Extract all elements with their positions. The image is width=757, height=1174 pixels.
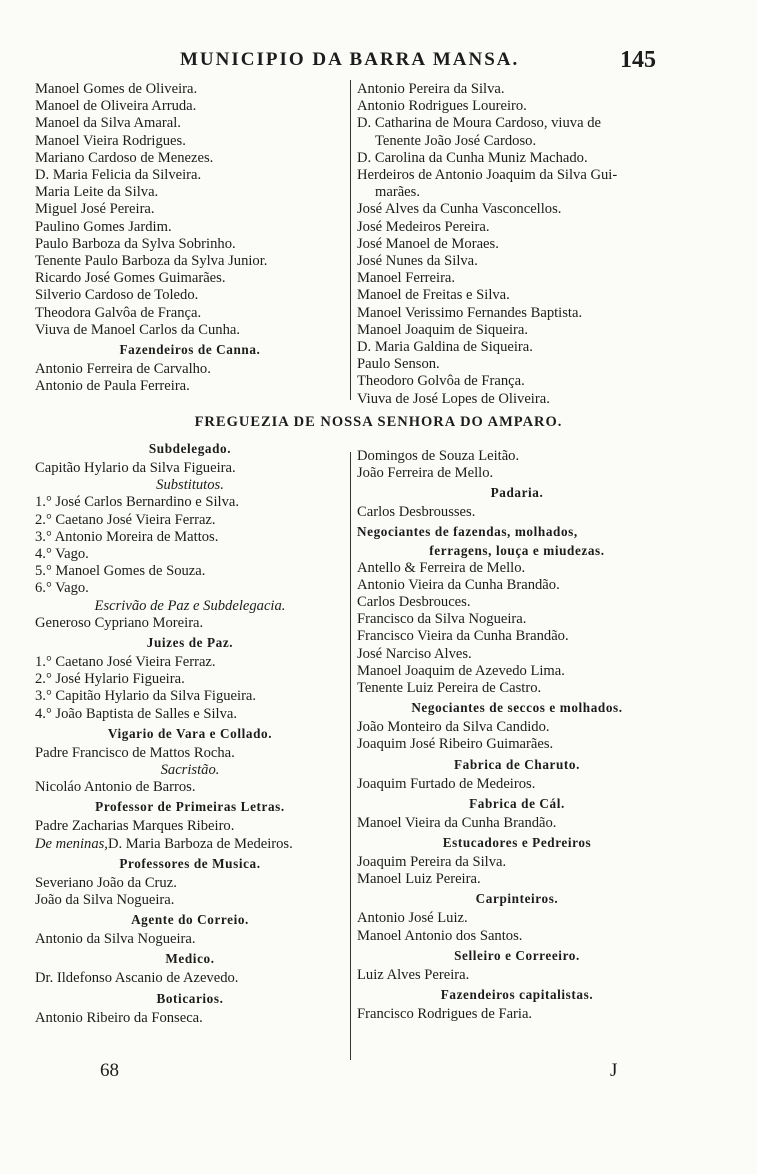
section-heading-estucadores: Estucadores e Pedreiros — [442, 835, 592, 851]
list-item: José Manoel de Moraes. — [357, 235, 499, 252]
list-item: Carlos Desbrousses. — [357, 504, 476, 521]
section-heading-professor: Professor de Primeiras Letras. — [95, 799, 285, 815]
list-item: Joaquim Furtado de Medeiros. — [357, 775, 536, 792]
list-item: Antonio da Silva Nogueira. — [35, 931, 196, 948]
list-item: Manoel Vieira Rodrigues. — [35, 132, 186, 149]
list-item: Manoel Vieira da Cunha Brandão. — [357, 814, 557, 831]
section-heading-negociantes-cont: ferragens, louça e miudezas. — [429, 542, 605, 558]
list-item: Francisco Vieira da Cunha Brandão. — [357, 628, 569, 645]
meninas-name: D. Maria Barboza de Medeiros. — [107, 835, 293, 852]
list-item: Herdeiros de Antonio Joaquim da Silva Gui- — [357, 167, 618, 184]
list-item: Manoel Ferreira. — [357, 270, 456, 287]
list-item: Viuva de Manoel Carlos da Cunha. — [35, 321, 241, 338]
section-heading-boticarios: Boticarios. — [156, 990, 224, 1006]
list-item: Antonio Ribeiro da Fonseca. — [35, 1009, 203, 1026]
list-item: José Alves da Cunha Vasconcellos. — [357, 201, 562, 218]
list-item: 4.° João Baptista de Salles e Silva. — [35, 705, 238, 722]
list-item: Antonio de Paula Ferreira. — [35, 378, 190, 395]
list-item: Manoel Joaquim de Siqueira. — [357, 321, 529, 338]
list-item: João da Silva Nogueira. — [35, 892, 175, 909]
list-item: Capitão Hylario da Silva Figueira. — [35, 460, 236, 476]
column-divider-bottom — [350, 452, 351, 1060]
list-item: Paulo Barboza da Sylva Sobrinho. — [35, 235, 236, 252]
list-item: Francisco Rodrigues de Faria. — [357, 1006, 533, 1023]
list-item: Francisco da Silva Nogueira. — [357, 611, 527, 628]
list-item: 2.° José Hylario Figueira. — [35, 671, 185, 688]
list-item: Dr. Ildefonso Ascanio de Azevedo. — [35, 970, 239, 987]
list-item: Manoel Verissimo Fernandes Baptista. — [357, 304, 583, 321]
list-item: Nicoláo Antonio de Barros. — [35, 779, 196, 796]
list-item: 6.° Vago. — [35, 580, 89, 597]
list-item: Antonio Rodrigues Loureiro. — [357, 98, 527, 115]
list-item: 1.° José Carlos Bernardino e Silva. — [35, 494, 240, 511]
list-item-meninas — [35, 836, 345, 853]
list-item: Paulo Senson. — [357, 356, 440, 373]
list-item: Severiano João da Cruz. — [35, 874, 177, 891]
list-item: Viuva de José Lopes de Oliveira. — [357, 390, 550, 407]
list-item: Paulino Gomes Jardim. — [35, 218, 172, 235]
page-header — [0, 49, 757, 77]
list-item: Theodora Galvôa de França. — [35, 304, 202, 321]
section-heading-juizes: Juizes de Paz. — [146, 635, 234, 651]
top-right-column — [357, 81, 677, 408]
section-heading-medico: Medico. — [165, 951, 215, 967]
section-heading-subdelegado: Subdelegado. — [148, 441, 232, 456]
list-item: José Nunes da Silva. — [357, 253, 478, 270]
section-heading-sacristao: Sacristão. — [160, 762, 220, 779]
list-item: D. Carolina da Cunha Muniz Machado. — [357, 149, 588, 166]
list-item: 5.° Manoel Gomes de Souza. — [35, 563, 206, 580]
list-item: Joaquim José Ribeiro Guimarães. — [357, 736, 554, 753]
list-item: 1.° Caetano José Vieira Ferraz. — [35, 654, 216, 671]
list-item: Tenente Paulo Barboza da Sylva Junior. — [35, 253, 268, 270]
list-item: Maria Leite da Silva. — [35, 184, 159, 201]
list-item: Mariano Cardoso de Menezes. — [35, 149, 214, 166]
top-left-column — [35, 81, 345, 395]
list-item: Luiz Alves Pereira. — [357, 966, 470, 983]
section-heading-cal: Fabrica de Cál. — [469, 795, 565, 811]
list-item: Tenente Luiz Pereira de Castro. — [357, 680, 542, 697]
section-heading-padaria: Padaria. — [490, 485, 544, 501]
list-item: João Ferreira de Mello. — [357, 465, 494, 482]
footer-signature-number: 68 — [100, 1060, 119, 1081]
list-item: José Narciso Alves. — [357, 645, 472, 662]
list-item: Joaquim Pereira da Silva. — [357, 854, 507, 871]
section-heading-selleiro: Selleiro e Correeiro. — [454, 947, 580, 963]
section-heading-vigario: Vigario de Vara e Collado. — [107, 725, 273, 741]
list-item: Miguel José Pereira. — [35, 201, 155, 218]
section-heading-canna: Fazendeiros de Canna. — [119, 342, 261, 358]
list-item: Manoel Joaquim de Azevedo Lima. — [357, 662, 565, 679]
section-heading-negociantes: Negociantes de fazendas, molhados, — [357, 523, 578, 539]
section-heading-capitalistas: Fazendeiros capitalistas. — [440, 987, 594, 1003]
list-item: Manoel Antonio dos Santos. — [357, 927, 523, 944]
list-item: Manoel da Silva Amaral. — [35, 115, 181, 132]
list-item: Padre Zacharias Marques Ribeiro. — [35, 818, 235, 835]
list-item: Generoso Cypriano Moreira. — [35, 614, 204, 631]
list-item: Antonio José Luiz. — [357, 910, 468, 927]
section-heading-substitutos: Substitutos. — [156, 477, 224, 494]
list-item: Domingos de Souza Leitão. — [357, 448, 520, 464]
list-item: Theodoro Golvôa de França. — [357, 373, 525, 390]
list-item: Antonio Vieira da Cunha Brandão. — [357, 576, 560, 593]
list-item: 3.° Antonio Moreira de Mattos. — [35, 528, 219, 545]
section-heading-seccos: Negociantes de seccos e molhados. — [411, 700, 623, 716]
list-item: Padre Francisco de Mattos Rocha. — [35, 744, 235, 761]
list-item: Tenente João José Cardoso. — [375, 132, 537, 149]
list-item: 2.° Caetano José Vieira Ferraz. — [35, 511, 216, 528]
section-heading-musica: Professores de Musica. — [119, 855, 261, 871]
list-item: Antonio Pereira da Silva. — [357, 81, 505, 97]
list-item: João Monteiro da Silva Candido. — [357, 719, 550, 736]
section-heading-escrivao: Escrivão de Paz e Subdelegacia. — [94, 597, 286, 614]
list-item: marães. — [375, 184, 420, 201]
footer-signature-letter: J — [610, 1060, 618, 1081]
list-item: José Medeiros Pereira. — [357, 218, 490, 235]
list-item: D. Maria Felicia da Silveira. — [35, 167, 202, 184]
section-heading-correio: Agente do Correio. — [131, 912, 249, 928]
list-item: D. Maria Galdina de Siqueira. — [357, 339, 533, 356]
section-heading-charuto: Fabrica de Charuto. — [453, 756, 581, 772]
page-number: 145 — [620, 47, 656, 73]
parish-left-column — [35, 438, 345, 1027]
list-item: 3.° Capitão Hylario da Silva Figueira. — [35, 688, 257, 705]
list-item: Silverio Cardoso de Toledo. — [35, 287, 199, 304]
list-item: D. Catharina de Moura Cardoso, viuva de — [357, 115, 601, 132]
list-item: Manoel de Freitas e Silva. — [357, 287, 510, 304]
list-item: Antonio Ferreira de Carvalho. — [35, 361, 211, 378]
list-item: 4.° Vago. — [35, 546, 89, 563]
list-item: Manoel Gomes de Oliveira. — [35, 81, 198, 97]
list-item: Manoel de Oliveira Arruda. — [35, 98, 197, 115]
list-item: Carlos Desbrouces. — [357, 594, 471, 611]
column-divider-top — [350, 80, 351, 400]
list-item: Antello & Ferreira de Mello. — [357, 559, 526, 576]
parish-title: FREGUEZIA DE NOSSA SENHORA DO AMPARO. — [194, 414, 563, 430]
list-item: Manoel Luiz Pereira. — [357, 871, 481, 888]
meninas-label: De meninas, — [35, 835, 108, 852]
page-title: MUNICIPIO DA BARRA MANSA. — [180, 49, 520, 70]
section-heading-carpinteiros: Carpinteiros. — [475, 891, 559, 907]
parish-right-column — [357, 448, 677, 1023]
list-item: Ricardo José Gomes Guimarães. — [35, 270, 226, 287]
